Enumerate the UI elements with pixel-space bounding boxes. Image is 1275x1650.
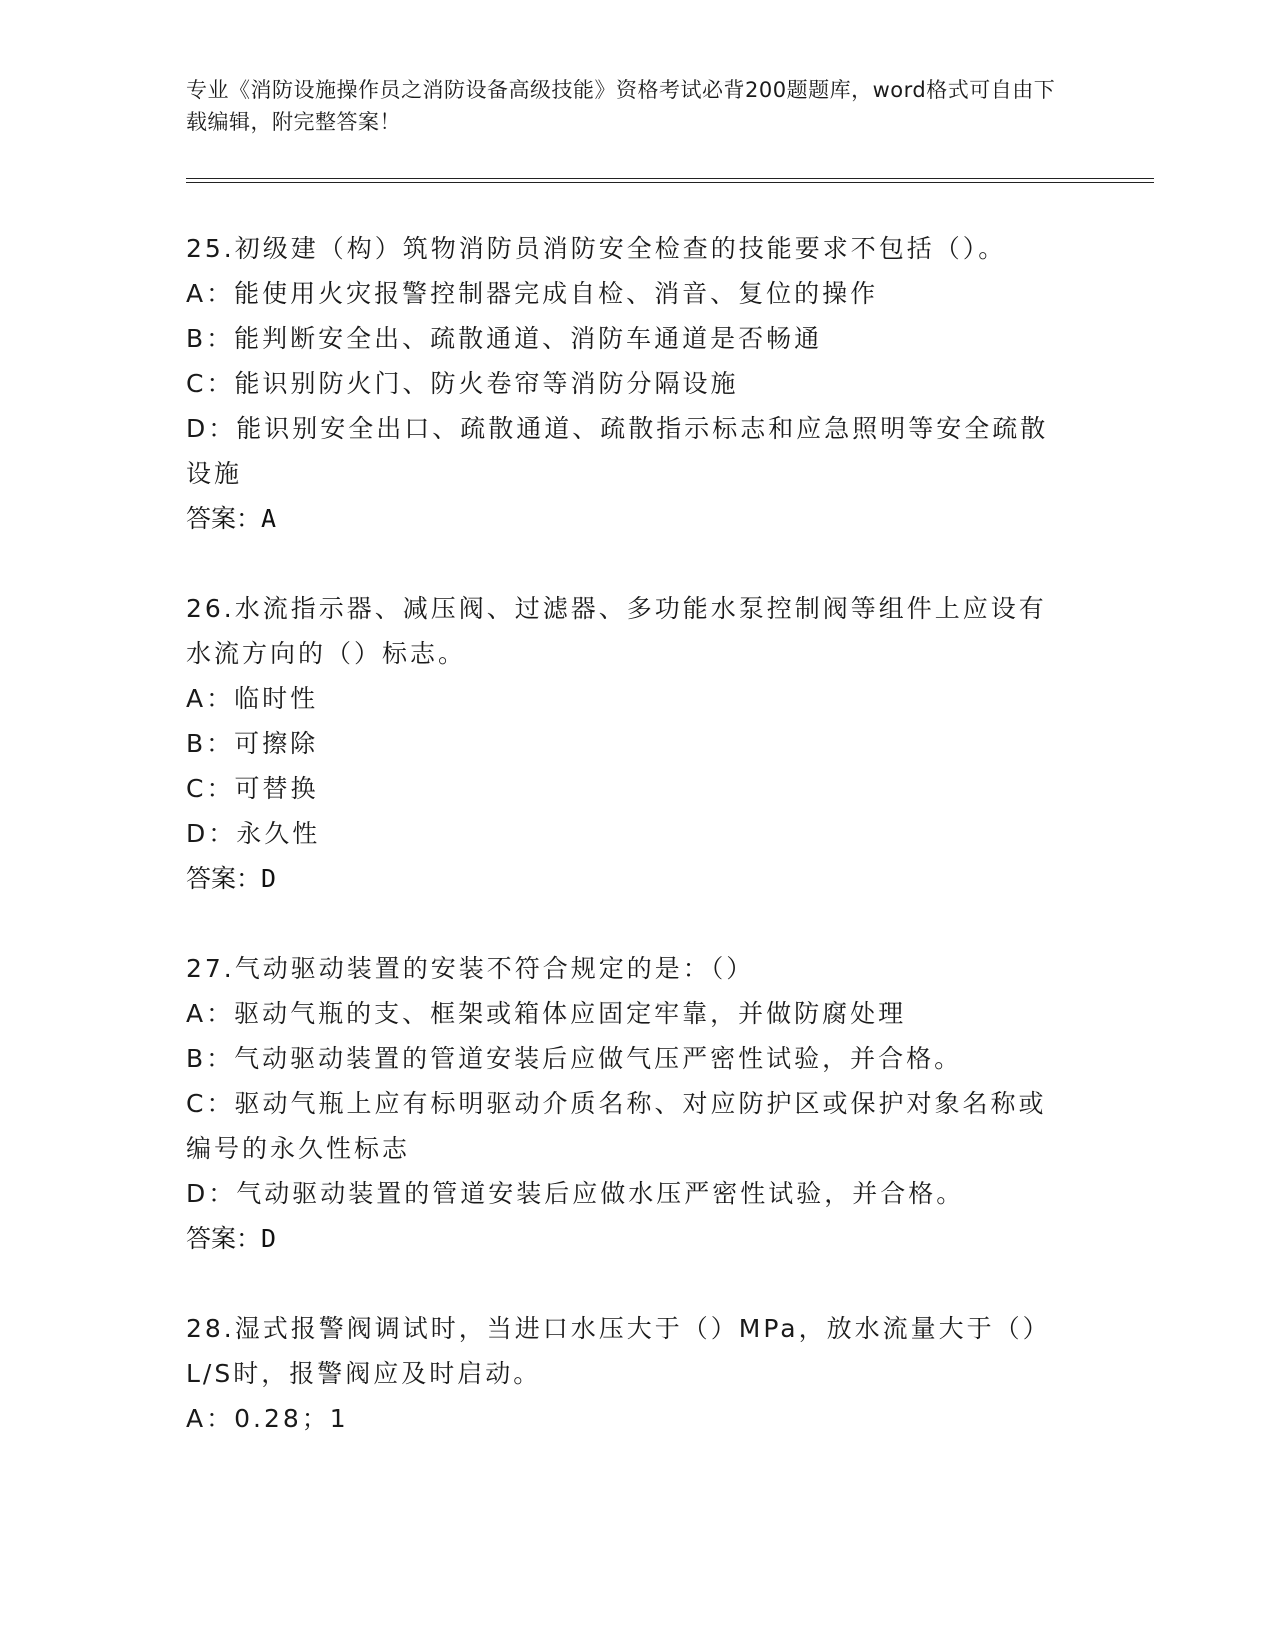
option-c: C：能识别防火门、防火卷帘等消防分隔设施 [186, 369, 739, 398]
option-a: A：0.28；1 [186, 1404, 349, 1433]
answer-value: A [261, 504, 277, 533]
question-26 [186, 586, 1066, 901]
answer-label: 答案： [186, 504, 262, 533]
option-d: D：气动驱动装置的管道安装后应做水压严密性试验，并合格。 [186, 1179, 965, 1208]
answer-value: D [261, 1224, 277, 1253]
option-d: D：能识别安全出口、疏散通道、疏散指示标志和应急照明等安全疏散设施 [186, 414, 1049, 488]
answer-line [186, 496, 1066, 541]
answer-label: 答案： [186, 864, 262, 893]
option-d: D：永久性 [186, 819, 321, 848]
answer-label: 答案： [186, 1224, 262, 1253]
question-27 [186, 946, 1066, 1261]
header-divider-top [186, 178, 1154, 179]
question-25 [186, 226, 1066, 541]
option-a: A：临时性 [186, 684, 319, 713]
answer-line [186, 1216, 1066, 1261]
option-c: C：驱动气瓶上应有标明驱动介质名称、对应防护区或保护对象名称或编号的永久性标志 [186, 1089, 1047, 1163]
option-b: B：气动驱动装置的管道安装后应做气压严密性试验，并合格。 [186, 1044, 963, 1073]
question-stem: 25.初级建（构）筑物消防员消防安全检查的技能要求不包括（）。 [186, 234, 1007, 263]
header-intro-text: 专业《消防设施操作员之消防设备高级技能》资格考试必背200题题库，word格式可自由下载编辑，附完整答案！ [186, 78, 1056, 134]
option-c: C：可替换 [186, 774, 319, 803]
option-b: B：可擦除 [186, 729, 319, 758]
answer-line [186, 856, 1066, 901]
question-stem: 27.气动驱动装置的安装不符合规定的是：（） [186, 954, 755, 983]
question-list [186, 226, 1066, 1486]
option-a: A：驱动气瓶的支、框架或箱体应固定牢靠，并做防腐处理 [186, 999, 907, 1028]
question-stem: 28.湿式报警阀调试时，当进口水压大于（）MPa，放水流量大于（）L/S时，报警阀应及时启动。 [186, 1314, 1051, 1388]
answer-value: D [261, 864, 277, 893]
option-b: B：能判断安全出、疏散通道、消防车通道是否畅通 [186, 324, 823, 353]
document-header [186, 74, 1066, 138]
option-a: A：能使用火灾报警控制器完成自检、消音、复位的操作 [186, 279, 879, 308]
header-divider-bottom [186, 182, 1154, 183]
question-stem: 26.水流指示器、减压阀、过滤器、多功能水泵控制阀等组件上应设有水流方向的（）标志。 [186, 594, 1047, 668]
question-28 [186, 1306, 1066, 1441]
